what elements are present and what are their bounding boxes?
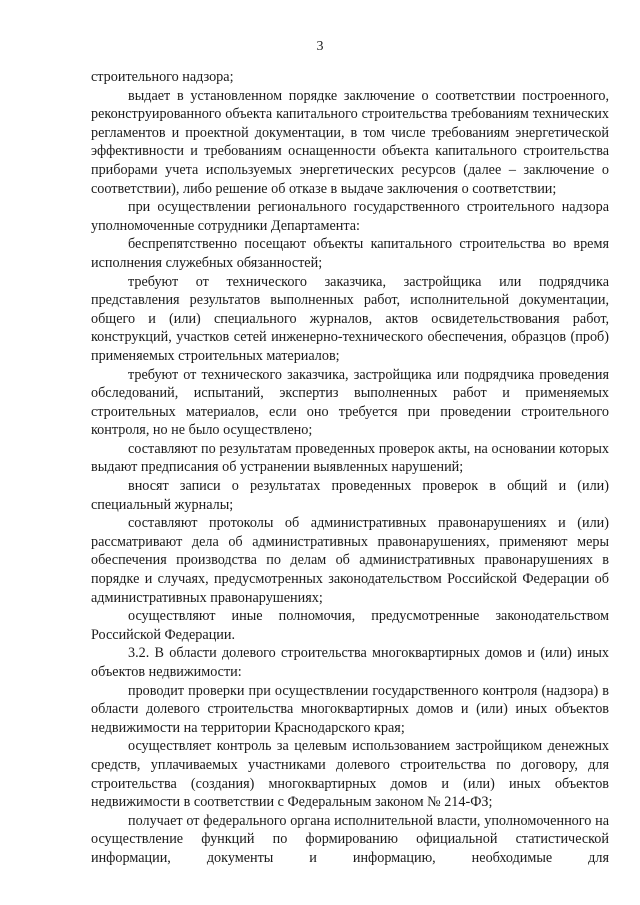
paragraph: требуют от технического заказчика, застройщика или подрядчика представления результатов выполненных работ, исполнительной документации, общего и (или) специального журналов, актов освидетельствования работ, конструкций, участков сетей инженерно-технического обеспечения, образцов (проб) применяемых строительных материалов; [91,273,609,364]
paragraph: осуществляют иные полномочия, предусмотренные законодательством Российской Федерации. [91,608,609,643]
paragraph: выдает в установленном порядке заключение о соответствии построенного, реконструированного объекта капитального строительства требованиям технических регламентов и проектной документации, в том числе требованиям энергетической эффективности и требованиям оснащенности объекта капитального строительства приборами учета используемых энергетических ресурсов (далее – заключение о соответствии), либо решение об отказе в выдаче заключения о соответствии; [91,87,609,197]
paragraph: составляют протоколы об административных правонарушениях и (или) рассматривают дела об административных правонарушениях, применяют меры обеспечения производства по делам об административных правонарушениях в порядке и случаях, предусмотренных законодательством Российской Федерации об административных правонарушениях; [91,515,609,606]
paragraph: составляют по результатам проведенных проверок акты, на основании которых выдают предписания об устранении выявленных нарушений; [91,440,609,476]
document-body [91,68,609,868]
section-heading-paragraph: 3.2. В области долевого строительства многоквартирных домов и (или) иных объектов недвижимости: [91,645,609,680]
paragraph: при осуществлении регионального государственного строительного надзора уполномоченные сотрудники Департамента: [91,199,609,234]
page-number: 3 [316,39,324,54]
paragraph: проводит проверки при осуществлении государственного контроля (надзора) в области долевого строительства многоквартирных домов и (или) иных объектов недвижимости на территории Краснодарского края; [91,682,609,736]
paragraph: строительного надзора; [91,69,234,85]
paragraph: требуют от технического заказчика, застройщика или подрядчика проведения обследований, испытаний, экспертиз выполненных работ и применяемых строительных материалов, если оно требуется при проведении строительного контроля, но не было осуществлено; [91,366,609,439]
paragraph: беспрепятственно посещают объекты капитального строительства во время исполнения служебных обязанностей; [91,236,609,271]
paragraph: осуществляет контроль за целевым использованием застройщиком денежных средств, уплачиваемых участниками долевого строительства по договору, для строительства (создания) многоквартирных домов и (или) иных объектов недвижимости в соответствии с Федеральным законом № 214-ФЗ; [91,738,609,811]
paragraph: вносят записи о результатах проведенных проверок в общий и (или) специальный журналы; [91,478,609,513]
paragraph: получает от федерального органа исполнительной власти, уполномоченного на осуществление функций по формированию официальной статистической информации, документы и информацию, необходимые для [91,812,609,866]
